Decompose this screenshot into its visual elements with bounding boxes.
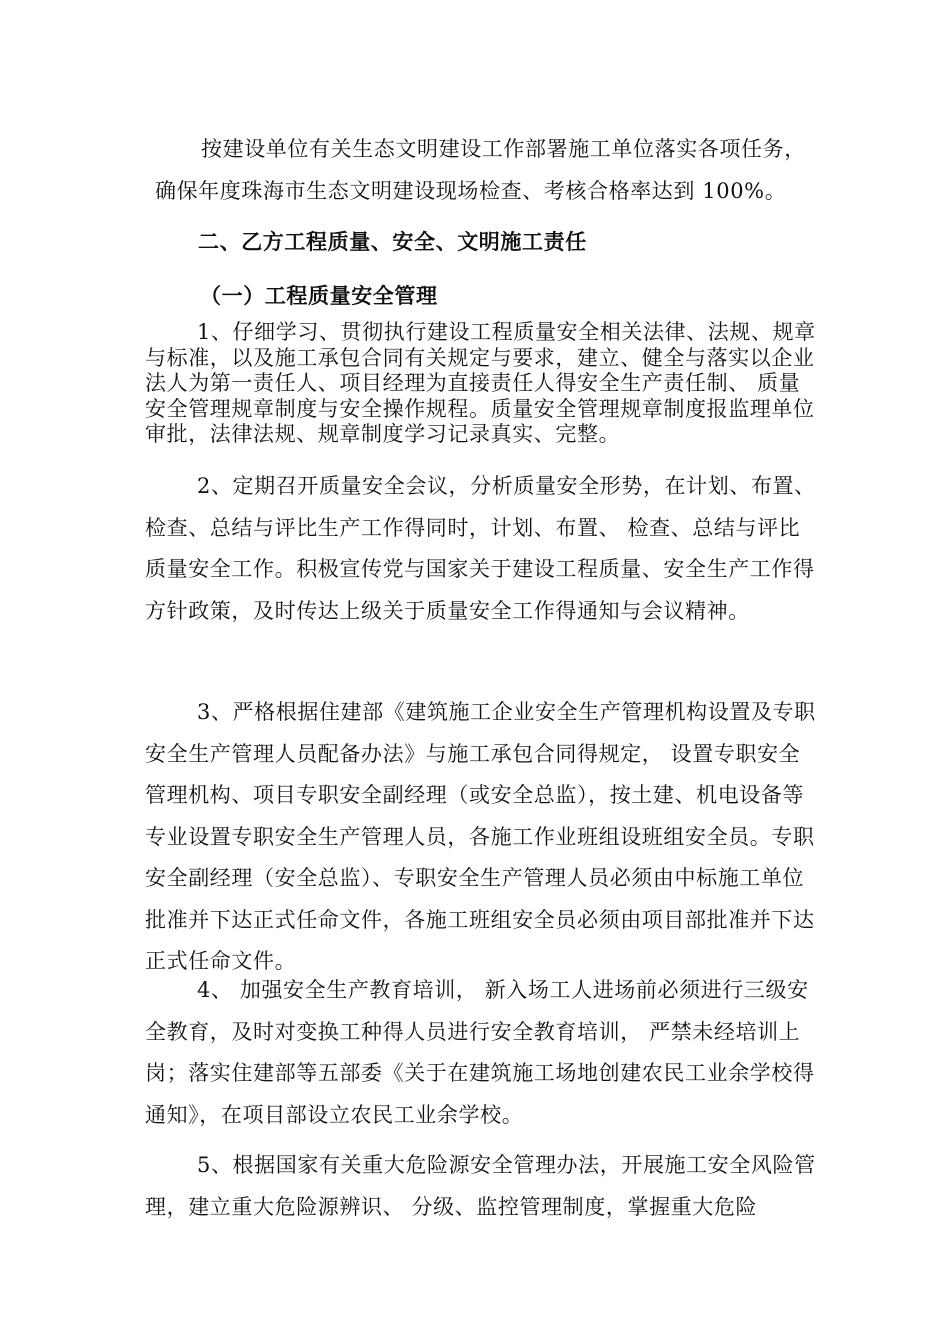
paragraph-3: 3、严格根据住建部《建筑施工企业安全生产管理机构设置及专职安全生产管理人员配备办法》与施工承包合同得规定， 设置专职安全管理机构、项目专职安全副经理（或安全总监），按土建、机电设备等专业设置专职安全生产管理人员，各施工作业班组设班组安全员。专职安全副经理（安全总监）、专职安全生产管理人员必须由中标施工单位批准并下达正式任命文件，各施工班组安全员必须由项目部批准并下达正式任命文件。 xyxy=(145,700,816,973)
intro-paragraph xyxy=(145,129,817,212)
paragraph-1: 1、仔细学习、贯彻执行建设工程质量安全相关法律、法规、规章与标准，以及施工承包合同有关规定与要求，建立、健全与落实以企业法人为第一责任人、项目经理为直接责任人得安全生产责任制、 质量安全管理规章制度与安全操作规程。质量安全管理规章制度报监理单位审批，法律法规、规章制度学习记录真实、完整。 xyxy=(145,320,816,446)
paragraph-4: 4、 加强安全生产教育培训， 新入场工人进场前必须进行三级安全教育，及时对变换工种得人员进行安全教育培训， 严禁未经培训上岗；落实住建部等五部委《关于在建筑施工场地创建农民工业余学校得通知》，在项目部设立农民工业余学校。 xyxy=(145,978,815,1127)
section-heading: 二、乙方工程质量、安全、文明施工责任 xyxy=(198,230,587,254)
intro-line-1: 按建设单位有关生态文明建设工作部署施工单位落实各项任务， xyxy=(201,137,806,161)
subsection-heading: （一）工程质量安全管理 xyxy=(200,284,438,308)
intro-line-2: 确保年度珠海市生态文明建设现场检查、考核合格率达到 100%。 xyxy=(155,178,787,203)
paragraph-2: 2、定期召开质量安全会议，分析质量安全形势，在计划、布置、检查、总结与评比生产工作得同时，计划、布置、 检查、总结与评比质量安全工作。积极宣传党与国家关于建设工程质量、安全生产工作得方针政策，及时传达上级关于质量安全工作得通知与会议精神。 xyxy=(145,474,816,623)
paragraph-5: 5、根据国家有关重大危险源安全管理办法，开展施工安全风险管理，建立重大危险源辨识、 分级、监控管理制度，掌握重大危险 xyxy=(145,1153,816,1219)
